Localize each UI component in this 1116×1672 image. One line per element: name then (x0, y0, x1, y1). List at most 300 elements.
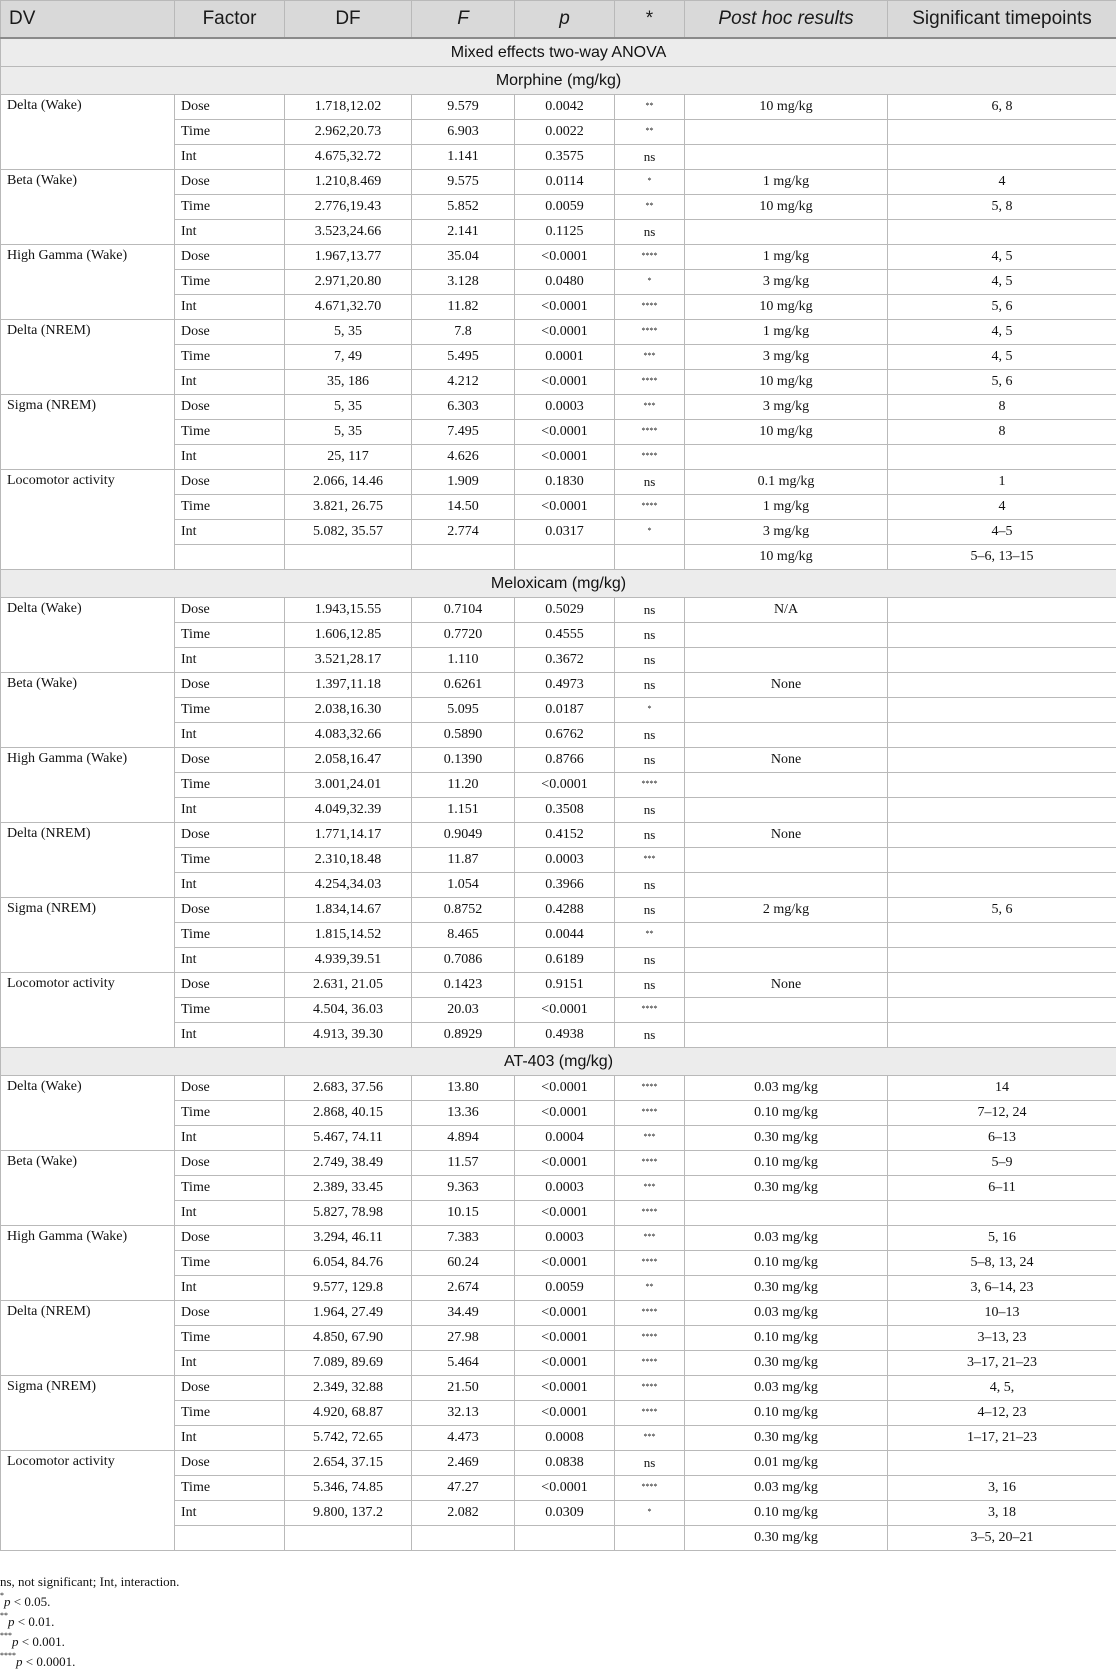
f-cell: 32.13 (412, 1401, 515, 1426)
posthoc-cell: 0.03 mg/kg (685, 1301, 888, 1326)
df-cell: 1.964, 27.49 (285, 1301, 412, 1326)
significance-cell: *** (615, 1126, 685, 1151)
header-dv: DV (1, 1, 175, 39)
factor-cell: Int (175, 220, 285, 245)
df-cell: 9.577, 129.8 (285, 1276, 412, 1301)
p-cell (515, 1526, 615, 1551)
p-cell: 0.0317 (515, 520, 615, 545)
f-cell: 0.8752 (412, 898, 515, 923)
f-cell: 11.82 (412, 295, 515, 320)
footnote-items (0, 1592, 179, 1672)
factor-cell: Dose (175, 823, 285, 848)
f-cell (412, 545, 515, 570)
timepoints-cell (888, 948, 1116, 973)
dv-cell: Locomotor activity (1, 470, 175, 570)
posthoc-cell: None (685, 673, 888, 698)
table-row (1, 1451, 1116, 1476)
factor-cell: Time (175, 1176, 285, 1201)
f-cell: 47.27 (412, 1476, 515, 1501)
dv-cell: Delta (Wake) (1, 1076, 175, 1151)
factor-cell: Time (175, 623, 285, 648)
table-row (1, 823, 1116, 848)
posthoc-cell: 1 mg/kg (685, 495, 888, 520)
timepoints-cell (888, 648, 1116, 673)
significance-cell: *** (615, 848, 685, 873)
significance-cell: ns (615, 873, 685, 898)
f-cell: 8.465 (412, 923, 515, 948)
timepoints-cell (888, 598, 1116, 623)
factor-cell: Int (175, 798, 285, 823)
timepoints-cell (888, 698, 1116, 723)
significance-cell: * (615, 170, 685, 195)
p-cell: 0.3575 (515, 145, 615, 170)
timepoints-cell: 3–5, 20–21 (888, 1526, 1116, 1551)
p-cell: 0.0059 (515, 1276, 615, 1301)
f-cell: 6.303 (412, 395, 515, 420)
p-cell: 0.3508 (515, 798, 615, 823)
posthoc-cell: 10 mg/kg (685, 545, 888, 570)
posthoc-cell: 0.03 mg/kg (685, 1226, 888, 1251)
posthoc-cell: 3 mg/kg (685, 270, 888, 295)
timepoints-cell (888, 120, 1116, 145)
section-title: AT-403 (mg/kg) (1, 1048, 1116, 1076)
header-significance: * (615, 1, 685, 39)
p-cell: 0.4938 (515, 1023, 615, 1048)
factor-cell (175, 545, 285, 570)
df-cell: 35, 186 (285, 370, 412, 395)
df-cell: 5.742, 72.65 (285, 1426, 412, 1451)
significance-cell: **** (615, 1351, 685, 1376)
significance-cell: *** (615, 395, 685, 420)
significance-cell: ns (615, 623, 685, 648)
dv-cell: Sigma (NREM) (1, 1376, 175, 1451)
timepoints-cell (888, 723, 1116, 748)
df-cell: 2.349, 32.88 (285, 1376, 412, 1401)
df-cell: 25, 117 (285, 445, 412, 470)
significance-cell: **** (615, 245, 685, 270)
df-cell: 1.718,12.02 (285, 95, 412, 120)
p-cell: 0.5029 (515, 598, 615, 623)
df-cell: 5.082, 35.57 (285, 520, 412, 545)
footnote-item (0, 1632, 179, 1652)
f-cell: 0.7086 (412, 948, 515, 973)
f-cell: 6.903 (412, 120, 515, 145)
df-cell: 1.967,13.77 (285, 245, 412, 270)
posthoc-cell (685, 623, 888, 648)
df-cell: 7.089, 89.69 (285, 1351, 412, 1376)
f-cell: 0.7720 (412, 623, 515, 648)
df-cell: 1.834,14.67 (285, 898, 412, 923)
p-cell: <0.0001 (515, 773, 615, 798)
factor-cell: Time (175, 345, 285, 370)
factor-cell: Time (175, 698, 285, 723)
posthoc-cell: 0.30 mg/kg (685, 1526, 888, 1551)
timepoints-cell: 4 (888, 495, 1116, 520)
posthoc-cell: 0.10 mg/kg (685, 1326, 888, 1351)
posthoc-cell (685, 145, 888, 170)
f-cell: 13.80 (412, 1076, 515, 1101)
timepoints-cell: 5, 6 (888, 295, 1116, 320)
timepoints-cell (888, 220, 1116, 245)
p-cell: 0.0008 (515, 1426, 615, 1451)
factor-cell: Int (175, 520, 285, 545)
f-cell: 0.6261 (412, 673, 515, 698)
df-cell: 3.523,24.66 (285, 220, 412, 245)
factor-cell: Time (175, 848, 285, 873)
p-cell: 0.0059 (515, 195, 615, 220)
significance-cell (615, 1526, 685, 1551)
df-cell: 2.962,20.73 (285, 120, 412, 145)
p-cell: <0.0001 (515, 495, 615, 520)
f-cell: 35.04 (412, 245, 515, 270)
p-cell: <0.0001 (515, 1076, 615, 1101)
p-cell: <0.0001 (515, 1101, 615, 1126)
p-cell: <0.0001 (515, 1376, 615, 1401)
significance-cell: ns (615, 470, 685, 495)
posthoc-cell: 0.1 mg/kg (685, 470, 888, 495)
dv-cell: Sigma (NREM) (1, 395, 175, 470)
timepoints-cell: 6, 8 (888, 95, 1116, 120)
f-cell: 0.7104 (412, 598, 515, 623)
table-row (1, 395, 1116, 420)
table-row (1, 1151, 1116, 1176)
timepoints-cell: 5, 6 (888, 898, 1116, 923)
significance-cell: **** (615, 1251, 685, 1276)
dv-cell: High Gamma (Wake) (1, 245, 175, 320)
footnote-text: < 0.0001. (23, 1654, 76, 1669)
section-row (1, 570, 1116, 598)
df-cell: 4.083,32.66 (285, 723, 412, 748)
f-cell: 5.464 (412, 1351, 515, 1376)
df-cell: 4.504, 36.03 (285, 998, 412, 1023)
p-cell: <0.0001 (515, 1201, 615, 1226)
posthoc-cell: N/A (685, 598, 888, 623)
dv-cell: Locomotor activity (1, 973, 175, 1048)
posthoc-cell: 0.10 mg/kg (685, 1501, 888, 1526)
factor-cell: Time (175, 923, 285, 948)
p-cell: <0.0001 (515, 1476, 615, 1501)
footnote-mark: *** (0, 1631, 12, 1640)
dv-cell: Beta (Wake) (1, 170, 175, 245)
factor-cell: Time (175, 1101, 285, 1126)
significance-cell: ns (615, 798, 685, 823)
timepoints-cell: 3, 18 (888, 1501, 1116, 1526)
significance-cell: *** (615, 345, 685, 370)
dv-cell: Sigma (NREM) (1, 898, 175, 973)
significance-cell: **** (615, 295, 685, 320)
dv-cell: Beta (Wake) (1, 1151, 175, 1226)
f-cell: 1.151 (412, 798, 515, 823)
table-row (1, 1226, 1116, 1251)
footnote-item (0, 1612, 179, 1632)
factor-cell: Dose (175, 1076, 285, 1101)
factor-cell: Int (175, 648, 285, 673)
timepoints-cell: 5–6, 13–15 (888, 545, 1116, 570)
header-row (1, 1, 1116, 39)
df-cell: 2.038,16.30 (285, 698, 412, 723)
significance-cell: * (615, 698, 685, 723)
posthoc-cell: 0.10 mg/kg (685, 1101, 888, 1126)
posthoc-cell: 3 mg/kg (685, 345, 888, 370)
f-cell: 0.9049 (412, 823, 515, 848)
section-title: Meloxicam (mg/kg) (1, 570, 1116, 598)
timepoints-cell: 1 (888, 470, 1116, 495)
table-row (1, 1376, 1116, 1401)
section-row (1, 67, 1116, 95)
timepoints-cell (888, 823, 1116, 848)
f-cell: 1.141 (412, 145, 515, 170)
f-cell: 1.054 (412, 873, 515, 898)
df-cell: 5, 35 (285, 420, 412, 445)
p-cell: 0.0003 (515, 1226, 615, 1251)
factor-cell: Time (175, 1476, 285, 1501)
timepoints-cell (888, 923, 1116, 948)
df-cell: 4.939,39.51 (285, 948, 412, 973)
factor-cell: Time (175, 270, 285, 295)
timepoints-cell: 4, 5, (888, 1376, 1116, 1401)
dv-cell: Delta (NREM) (1, 320, 175, 395)
posthoc-cell: 1 mg/kg (685, 170, 888, 195)
header-df: DF (285, 1, 412, 39)
significance-cell: * (615, 1501, 685, 1526)
section-title: Morphine (mg/kg) (1, 67, 1116, 95)
posthoc-cell: None (685, 973, 888, 998)
f-cell: 0.1390 (412, 748, 515, 773)
footnote-mark: ** (0, 1611, 8, 1620)
timepoints-cell: 4–5 (888, 520, 1116, 545)
f-cell: 13.36 (412, 1101, 515, 1126)
factor-cell: Dose (175, 673, 285, 698)
df-cell: 3.001,24.01 (285, 773, 412, 798)
timepoints-cell (888, 773, 1116, 798)
significance-cell: **** (615, 370, 685, 395)
significance-cell (615, 545, 685, 570)
f-cell: 3.128 (412, 270, 515, 295)
df-cell (285, 545, 412, 570)
p-cell: <0.0001 (515, 445, 615, 470)
posthoc-cell (685, 445, 888, 470)
significance-cell: **** (615, 445, 685, 470)
significance-cell: ns (615, 648, 685, 673)
footnote-p: p (12, 1634, 19, 1649)
dv-cell: Delta (Wake) (1, 95, 175, 170)
posthoc-cell: 10 mg/kg (685, 195, 888, 220)
significance-cell: **** (615, 1076, 685, 1101)
dv-cell: Delta (NREM) (1, 1301, 175, 1376)
significance-cell: *** (615, 1226, 685, 1251)
significance-cell: ** (615, 95, 685, 120)
table-row (1, 748, 1116, 773)
df-cell: 1.771,14.17 (285, 823, 412, 848)
timepoints-cell (888, 623, 1116, 648)
footnote-text: < 0.01. (15, 1614, 55, 1629)
factor-cell: Int (175, 1501, 285, 1526)
df-cell: 2.776,19.43 (285, 195, 412, 220)
table-row (1, 95, 1116, 120)
posthoc-cell: 0.10 mg/kg (685, 1401, 888, 1426)
df-cell: 4.675,32.72 (285, 145, 412, 170)
factor-cell: Int (175, 873, 285, 898)
df-cell: 4.920, 68.87 (285, 1401, 412, 1426)
posthoc-cell: 2 mg/kg (685, 898, 888, 923)
timepoints-cell (888, 748, 1116, 773)
p-cell: <0.0001 (515, 320, 615, 345)
significance-cell: ** (615, 1276, 685, 1301)
p-cell: 0.3966 (515, 873, 615, 898)
timepoints-cell (888, 1451, 1116, 1476)
f-cell: 27.98 (412, 1326, 515, 1351)
timepoints-cell (888, 998, 1116, 1023)
df-cell: 1.397,11.18 (285, 673, 412, 698)
f-cell: 4.473 (412, 1426, 515, 1451)
factor-cell: Int (175, 1023, 285, 1048)
df-cell: 3.294, 46.11 (285, 1226, 412, 1251)
dv-cell: Locomotor activity (1, 1451, 175, 1551)
df-cell: 5, 35 (285, 320, 412, 345)
p-cell: 0.0044 (515, 923, 615, 948)
df-cell: 2.389, 33.45 (285, 1176, 412, 1201)
f-cell: 0.8929 (412, 1023, 515, 1048)
significance-cell: ns (615, 948, 685, 973)
posthoc-cell: 0.30 mg/kg (685, 1176, 888, 1201)
table-footnotes (0, 1572, 179, 1672)
timepoints-cell (888, 1023, 1116, 1048)
timepoints-cell: 10–13 (888, 1301, 1116, 1326)
posthoc-cell (685, 648, 888, 673)
p-cell: 0.0309 (515, 1501, 615, 1526)
timepoints-cell: 6–13 (888, 1126, 1116, 1151)
significance-cell: ns (615, 220, 685, 245)
significance-cell: **** (615, 1476, 685, 1501)
df-cell: 4.671,32.70 (285, 295, 412, 320)
p-cell: 0.1125 (515, 220, 615, 245)
table-row (1, 973, 1116, 998)
p-cell: 0.8766 (515, 748, 615, 773)
significance-cell: ns (615, 723, 685, 748)
table-row (1, 245, 1116, 270)
significance-cell: **** (615, 495, 685, 520)
timepoints-cell: 5, 6 (888, 370, 1116, 395)
significance-cell: * (615, 270, 685, 295)
factor-cell: Dose (175, 898, 285, 923)
header-posthoc (685, 1, 888, 39)
posthoc-cell (685, 723, 888, 748)
p-cell: 0.4973 (515, 673, 615, 698)
significance-cell: **** (615, 1401, 685, 1426)
p-cell: 0.0838 (515, 1451, 615, 1476)
significance-cell: ns (615, 598, 685, 623)
factor-cell: Int (175, 295, 285, 320)
posthoc-cell (685, 1201, 888, 1226)
factor-cell: Int (175, 370, 285, 395)
p-cell: 0.3672 (515, 648, 615, 673)
factor-cell: Time (175, 1326, 285, 1351)
factor-cell: Dose (175, 170, 285, 195)
timepoints-cell: 3, 6–14, 23 (888, 1276, 1116, 1301)
dv-cell: High Gamma (Wake) (1, 748, 175, 823)
significance-cell: **** (615, 1376, 685, 1401)
timepoints-cell: 5–8, 13, 24 (888, 1251, 1116, 1276)
factor-cell: Dose (175, 395, 285, 420)
df-cell: 5.467, 74.11 (285, 1126, 412, 1151)
timepoints-cell: 4, 5 (888, 345, 1116, 370)
factor-cell: Dose (175, 598, 285, 623)
factor-cell: Time (175, 495, 285, 520)
posthoc-cell: 3 mg/kg (685, 395, 888, 420)
significance-cell: ns (615, 1451, 685, 1476)
significance-cell: **** (615, 1326, 685, 1351)
timepoints-cell (888, 798, 1116, 823)
significance-cell: **** (615, 1151, 685, 1176)
p-cell: <0.0001 (515, 295, 615, 320)
df-cell: 2.066, 14.46 (285, 470, 412, 495)
f-cell: 9.579 (412, 95, 515, 120)
posthoc-cell (685, 220, 888, 245)
f-cell: 0.5890 (412, 723, 515, 748)
significance-cell: *** (615, 1176, 685, 1201)
significance-cell: ns (615, 898, 685, 923)
significance-cell: ** (615, 195, 685, 220)
p-cell: <0.0001 (515, 245, 615, 270)
dv-cell: Beta (Wake) (1, 673, 175, 748)
significance-cell: **** (615, 998, 685, 1023)
f-cell: 5.852 (412, 195, 515, 220)
p-cell: 0.0003 (515, 848, 615, 873)
significance-cell: **** (615, 320, 685, 345)
footnote-p: p (8, 1614, 15, 1629)
posthoc-cell: 10 mg/kg (685, 95, 888, 120)
factor-cell: Int (175, 1126, 285, 1151)
df-cell: 1.943,15.55 (285, 598, 412, 623)
table-row (1, 320, 1116, 345)
df-cell: 3.821, 26.75 (285, 495, 412, 520)
significance-cell: * (615, 520, 685, 545)
p-cell: 0.4555 (515, 623, 615, 648)
timepoints-cell: 4–12, 23 (888, 1401, 1116, 1426)
p-cell: 0.6762 (515, 723, 615, 748)
posthoc-cell: 0.10 mg/kg (685, 1151, 888, 1176)
factor-cell: Time (175, 1251, 285, 1276)
posthoc-cell (685, 998, 888, 1023)
posthoc-cell: 0.03 mg/kg (685, 1376, 888, 1401)
f-cell: 4.626 (412, 445, 515, 470)
df-cell: 1.606,12.85 (285, 623, 412, 648)
significance-cell: ns (615, 1023, 685, 1048)
f-cell: 1.110 (412, 648, 515, 673)
posthoc-cell (685, 798, 888, 823)
p-cell: 0.0187 (515, 698, 615, 723)
timepoints-cell: 3, 16 (888, 1476, 1116, 1501)
table-row (1, 1076, 1116, 1101)
p-cell: 0.9151 (515, 973, 615, 998)
df-cell: 7, 49 (285, 345, 412, 370)
f-cell: 2.082 (412, 1501, 515, 1526)
p-cell: 0.0042 (515, 95, 615, 120)
df-cell: 2.631, 21.05 (285, 973, 412, 998)
factor-cell: Dose (175, 1226, 285, 1251)
timepoints-cell: 8 (888, 420, 1116, 445)
df-cell: 4.254,34.03 (285, 873, 412, 898)
timepoints-cell (888, 673, 1116, 698)
p-cell: 0.0480 (515, 270, 615, 295)
p-cell: 0.6189 (515, 948, 615, 973)
p-cell: 0.1830 (515, 470, 615, 495)
significance-cell: **** (615, 420, 685, 445)
posthoc-cell: 0.03 mg/kg (685, 1476, 888, 1501)
df-cell: 1.210,8.469 (285, 170, 412, 195)
timepoints-cell: 1–17, 21–23 (888, 1426, 1116, 1451)
f-cell: 2.141 (412, 220, 515, 245)
